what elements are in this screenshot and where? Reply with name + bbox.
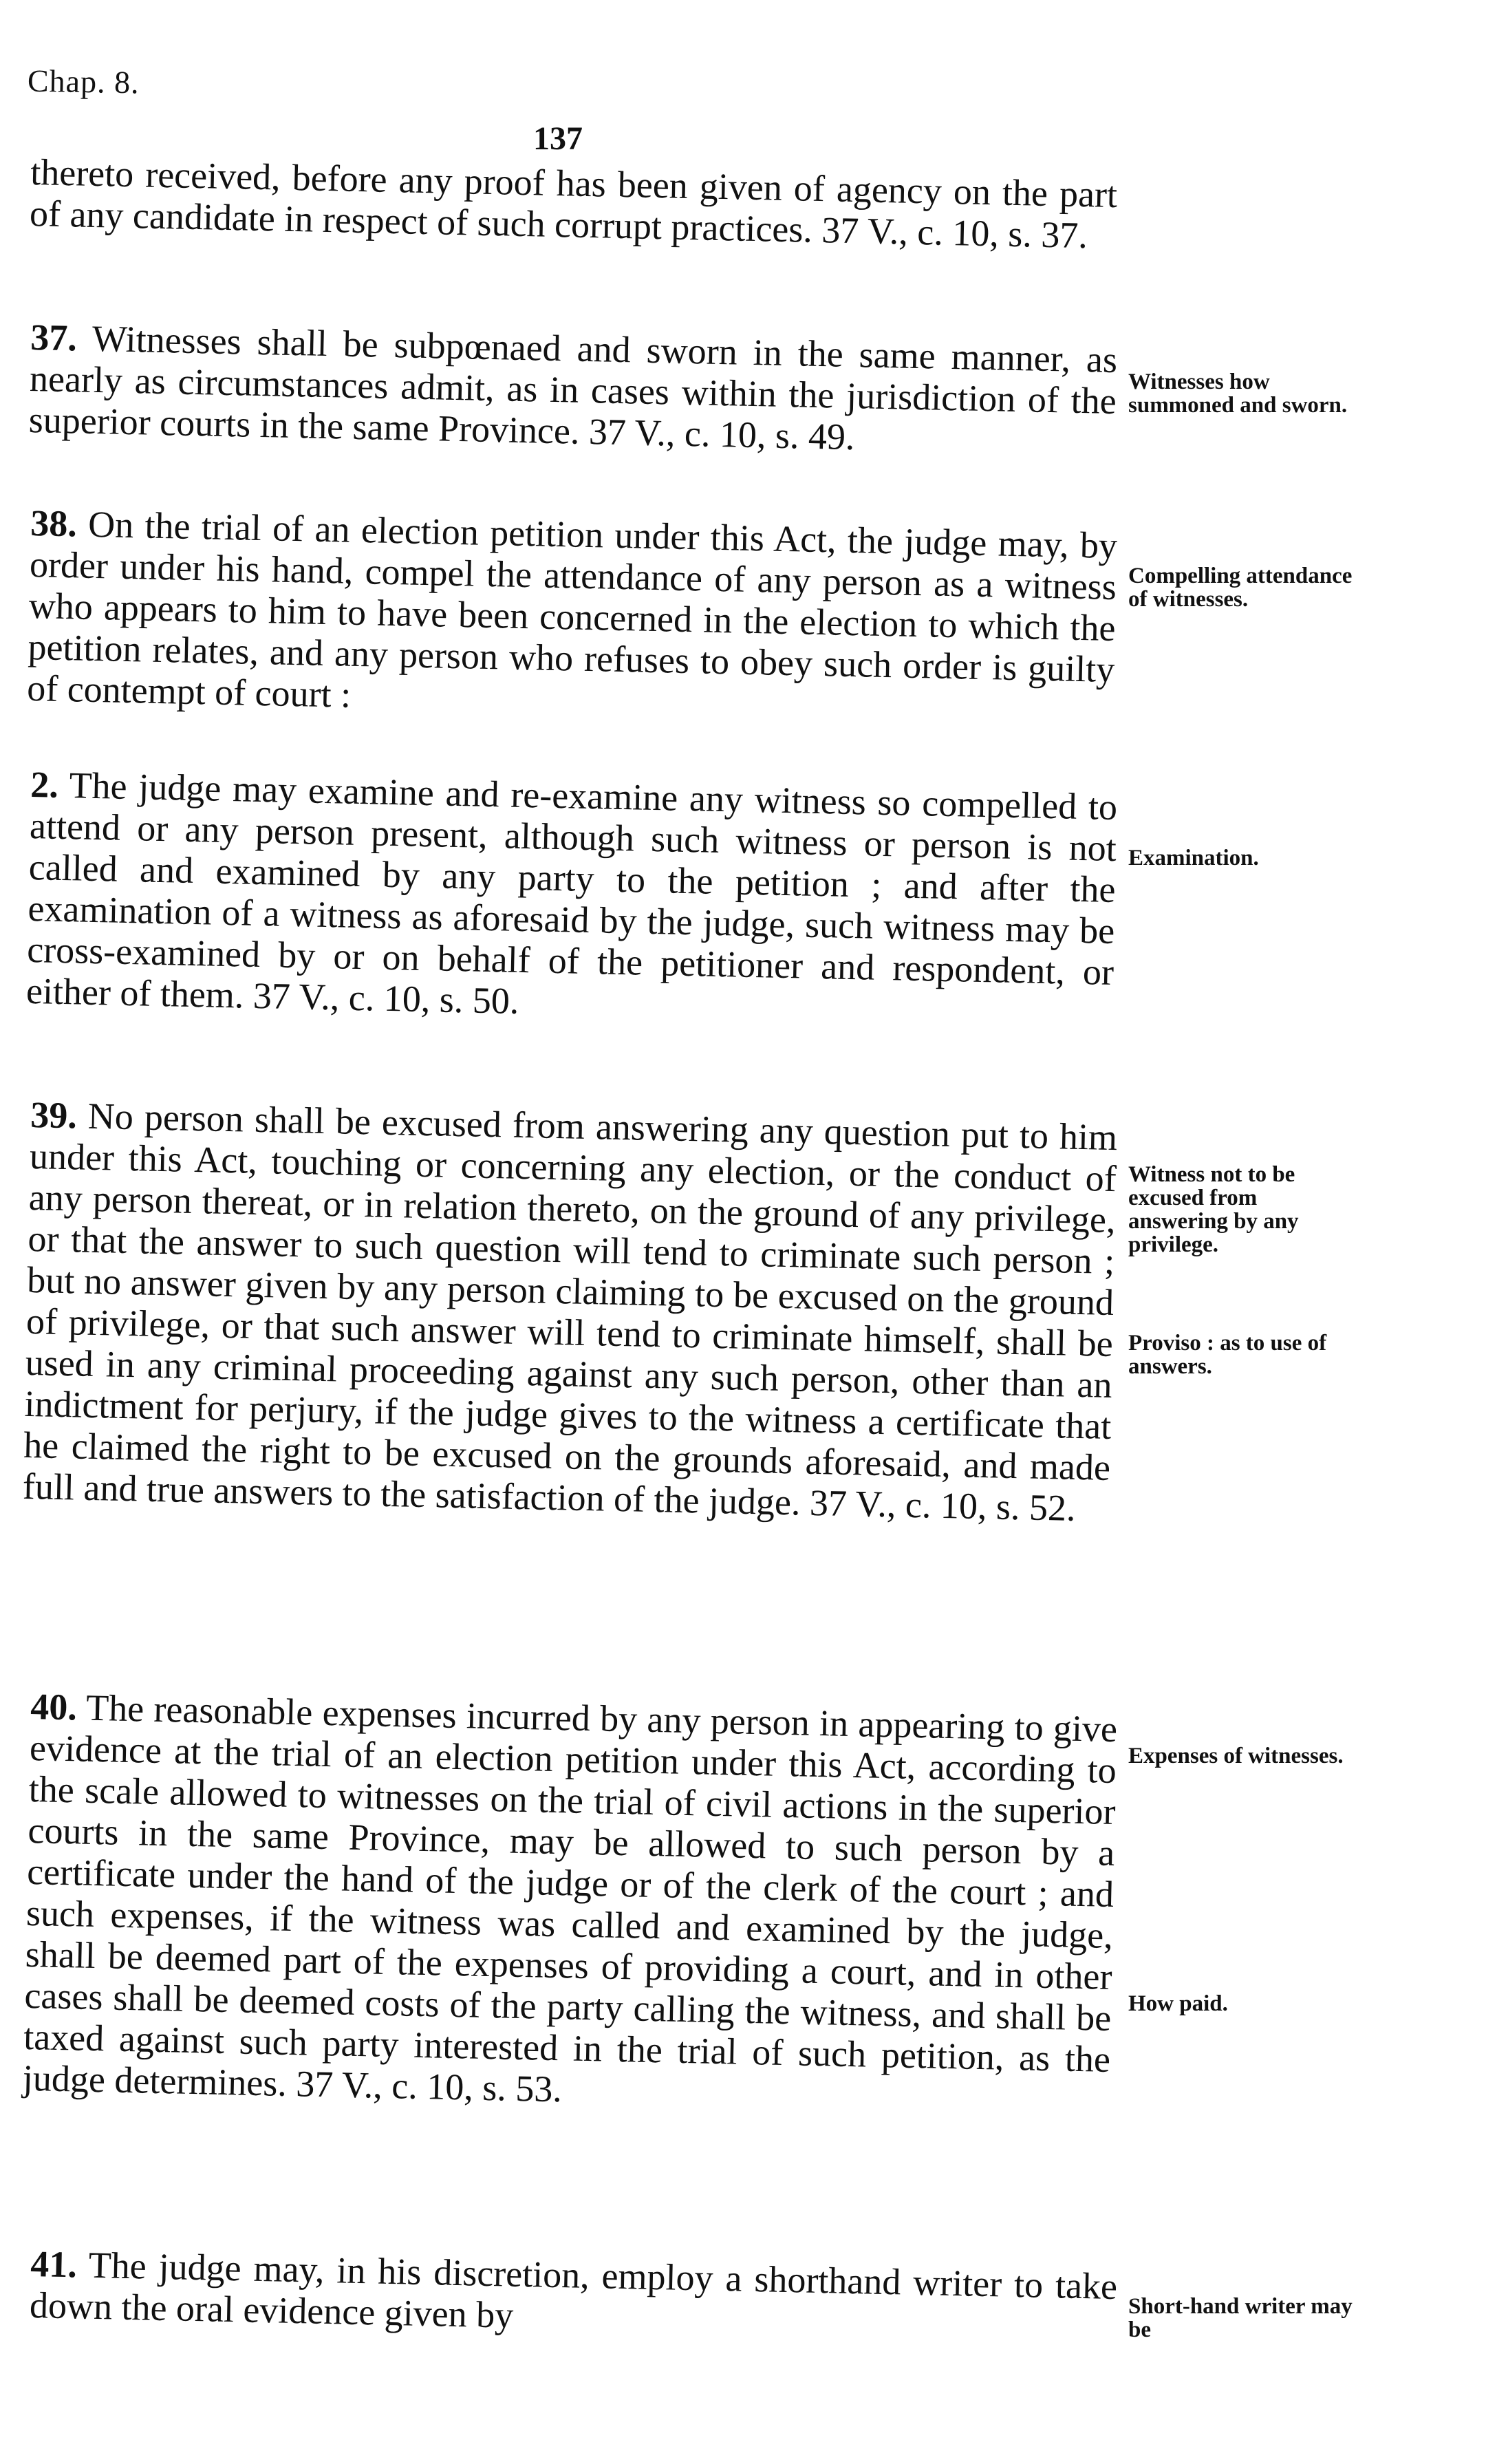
section-number: 39. — [30, 1094, 78, 1137]
section-40 — [22, 1686, 1117, 2121]
section-text: The judge may, in his discretion, employ a shorthand writer to take down the oral evidence given by — [29, 2244, 1118, 2336]
chapter-label: Chap. 8. — [27, 63, 140, 100]
margin-note-how-paid: How paid. — [1128, 1991, 1228, 2016]
section-number: 41. — [30, 2243, 78, 2286]
page-number: 137 — [533, 120, 583, 157]
margin-note-expenses: Expenses of witnesses. — [1128, 1744, 1344, 1768]
margin-note-witnesses-summoned: Witnesses how summoned and sworn. — [1128, 369, 1348, 418]
margin-note-compelling-attendance: Compelling attendance of witnesses. — [1128, 564, 1353, 612]
section-text: The reasonable expenses incurred by any person in appearing to give evidence at the trial of an election petition under this Act, according to the scale allowed to witnesses on the trial of civil actions in the superior courts in the same Province, may be allowed to such person by a certificate under the hand of the judge or of the clerk of the court ; and such expenses, if the witness was called and examined by the judge, shall be deemed part of the expenses of providing a court, and in other cases shall be deemed costs of the party calling the witness, and shall be taxed against such party interested in the trial of such petition, as the judge determines. 37 V., c. 10, s. 53. — [22, 1686, 1118, 2110]
section-number: 38. — [30, 502, 78, 545]
margin-note-examination: Examination. — [1128, 846, 1259, 870]
section-text: On the trial of an election petition under this Act, the judge may, by order under his hand, compel the attendance of any person as a witness who appears to him to have been concerned in the election to which the petition relates, and any person who refuses to obey such order is guilty of contempt of court : — [26, 503, 1118, 716]
section-number: 37. — [30, 317, 78, 359]
section-text: No person shall be excused from answering any question put to him under this Act, touching or concerning any election, or the conduct of any person thereat, or in relation thereto, on the ground of any privilege, or that the answer to such question will tend to criminate such person ; but no answer given by any person claiming to be excused on the ground of privilege, or that such answer will tend to criminate himself, shall be used in any criminal proceeding against any such person, other than an indictment for perjury, if the judge gives to the witness a certificate that he claimed the right to be excused on the grounds aforesaid, and made full and true answers to the satisfaction of the judge. 37 V., c. 10, s. 52. — [22, 1095, 1118, 1529]
continuation-paragraph: thereto received, before any proof has been given of agency on the part of any candidate in respect of such corrupt practices. 37 V., c. 10, s. 37. — [29, 151, 1118, 257]
subsection-number: 2. — [30, 764, 59, 806]
section-38 — [27, 502, 1118, 731]
section-number: 40. — [30, 1686, 78, 1728]
section-41 — [29, 2243, 1117, 2348]
section-text: Witnesses shall be subpœnaed and sworn in the same manner, as nearly as circumstances admit, as in cases within the jurisdiction of the superior courts in the same Province. 37 V., c. 10, s. 49. — [28, 317, 1118, 458]
section-37 — [28, 317, 1117, 463]
section-38-subsection-2 — [25, 764, 1117, 1034]
margin-note-short-hand: Short-hand writer may be — [1128, 2294, 1353, 2342]
section-text: The judge may examine and re-examine any witness so compelled to attend or any person present, although such witness or person is not called and examined by any party to the petition ; and after the examination of a witness as aforesaid by the judge, such witness may be cross-examined by or on behalf of the petitioner and respondent, or either of them. 37 V., c. 10, s. 50. — [25, 764, 1118, 1022]
margin-note-proviso: Proviso : as to use of answers. — [1128, 1331, 1327, 1379]
margin-note-witness-not-excused: Witness not to be excused from answering by any privilege. — [1128, 1162, 1299, 1257]
section-39 — [22, 1094, 1117, 1530]
